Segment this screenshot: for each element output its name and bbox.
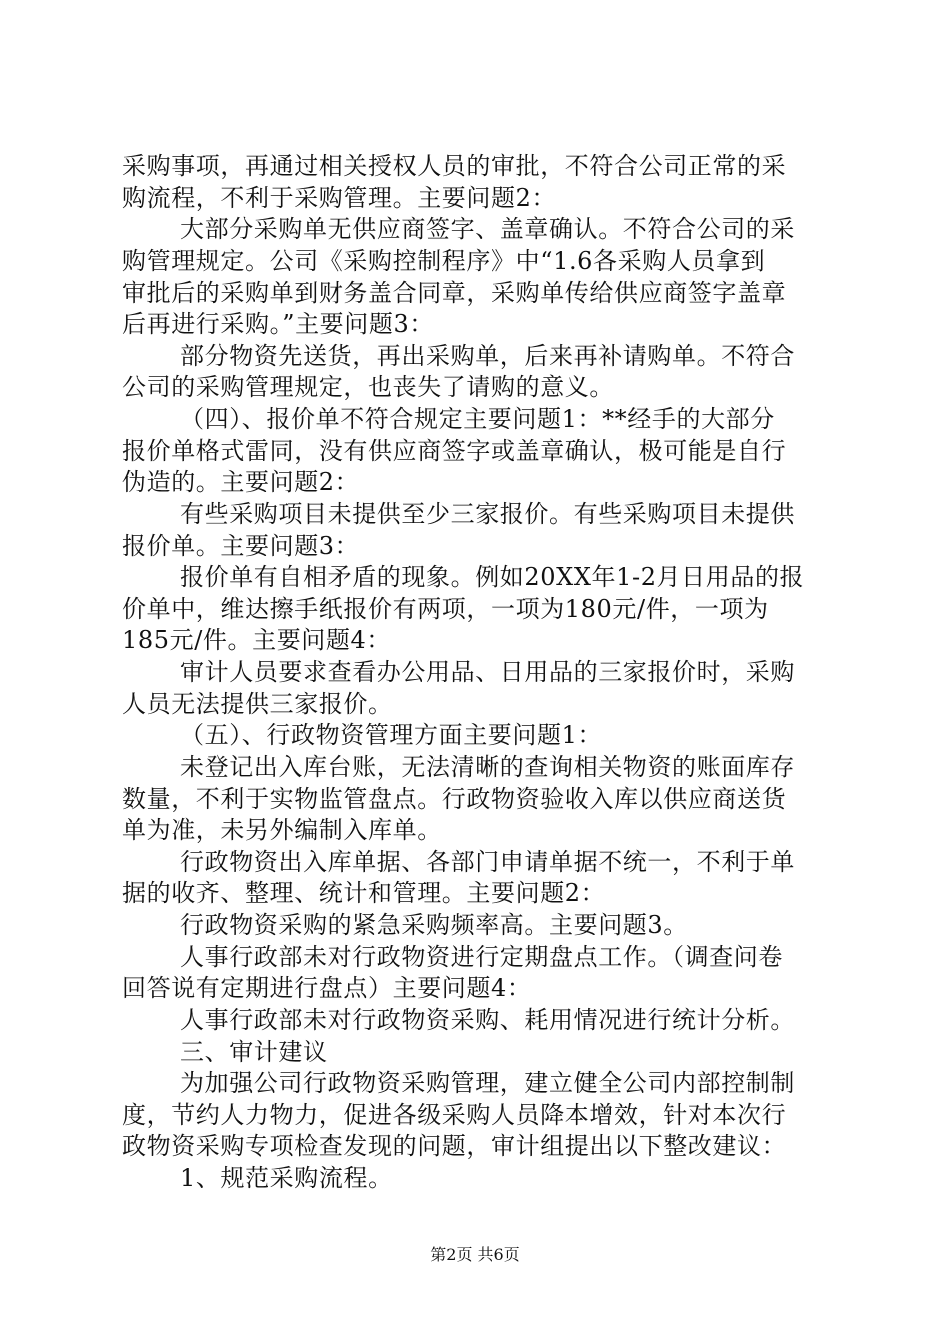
- text-line: 回答说有定期进行盘点）主要问题4：: [122, 974, 532, 1002]
- text-line: 未登记出入库台账，无法清晰的查询相关物资的账面库存: [180, 753, 795, 781]
- text-line: 人事行政部未对行政物资进行定期盘点工作。（调查问卷: [180, 943, 783, 971]
- text-line: 大部分采购单无供应商签字、盖章确认。不符合公司的采: [180, 215, 795, 243]
- text-line: 有些采购项目未提供至少三家报价。有些采购项目未提供: [180, 500, 795, 528]
- text-line: 数量，不利于实物监管盘点。行政物资验收入库以供应商送货: [122, 785, 787, 813]
- text-line: 公司的采购管理规定，也丧失了请购的意义。: [122, 373, 614, 401]
- text-line: 价单中，维达擦手纸报价有两项，一项为180元/件，一项为: [122, 595, 769, 623]
- text-line: 审批后的采购单到财务盖合同章，采购单传给供应商签字盖章: [122, 279, 787, 307]
- text-line: 伪造的。主要问题2：: [122, 468, 360, 496]
- text-line: 人事行政部未对行政物资采购、耗用情况进行统计分析。: [180, 1006, 795, 1034]
- text-line: 购管理规定。公司《采购控制程序》中“1.6各采购人员拿到: [122, 247, 766, 275]
- text-line: 采购事项，再通过相关授权人员的审批，不符合公司正常的采: [122, 152, 787, 180]
- text-line: 部分物资先送货，再出采购单，后来再补请购单。不符合: [180, 342, 795, 370]
- section-heading: 三、审计建议: [180, 1038, 328, 1066]
- text-line: （五）、行政物资管理方面主要问题1：: [180, 721, 603, 749]
- text-line: （四）、报价单不符合规定主要问题1：**经手的大部分: [180, 405, 775, 433]
- text-line: 单为准，未另外编制入库单。: [122, 816, 442, 844]
- text-line: 报价单格式雷同，没有供应商签字或盖章确认，极可能是自行: [122, 437, 787, 465]
- text-line: 185元/件。主要问题4：: [122, 626, 391, 654]
- text-line: 行政物资采购的紧急采购频率高。主要问题3。: [180, 911, 688, 939]
- text-line: 后再进行采购。”主要问题3：: [122, 310, 434, 338]
- text-line: 行政物资出入库单据、各部门申请单据不统一，不利于单: [180, 848, 795, 876]
- text-line: 人员无法提供三家报价。: [122, 690, 393, 718]
- text-line: 据的收齐、整理、统计和管理。主要问题2：: [122, 879, 606, 907]
- text-line: 审计人员要求查看办公用品、日用品的三家报价时，采购: [180, 658, 795, 686]
- text-line: 1、规范采购流程。: [180, 1164, 393, 1192]
- page-footer: 第2页 共6页: [430, 1245, 520, 1264]
- text-line: 度，节约人力物力，促进各级采购人员降本增效，针对本次行: [122, 1101, 787, 1129]
- text-line: 报价单有自相矛盾的现象。例如20XX年1-2月日用品的报: [180, 563, 805, 591]
- text-line: 报价单。主要问题3：: [122, 532, 360, 560]
- text-line: 政物资采购专项检查发现的问题，审计组提出以下整改建议：: [122, 1132, 787, 1160]
- text-line: 购流程，不利于采购管理。主要问题2：: [122, 184, 557, 212]
- text-line: 为加强公司行政物资采购管理，建立健全公司内部控制制: [180, 1069, 795, 1097]
